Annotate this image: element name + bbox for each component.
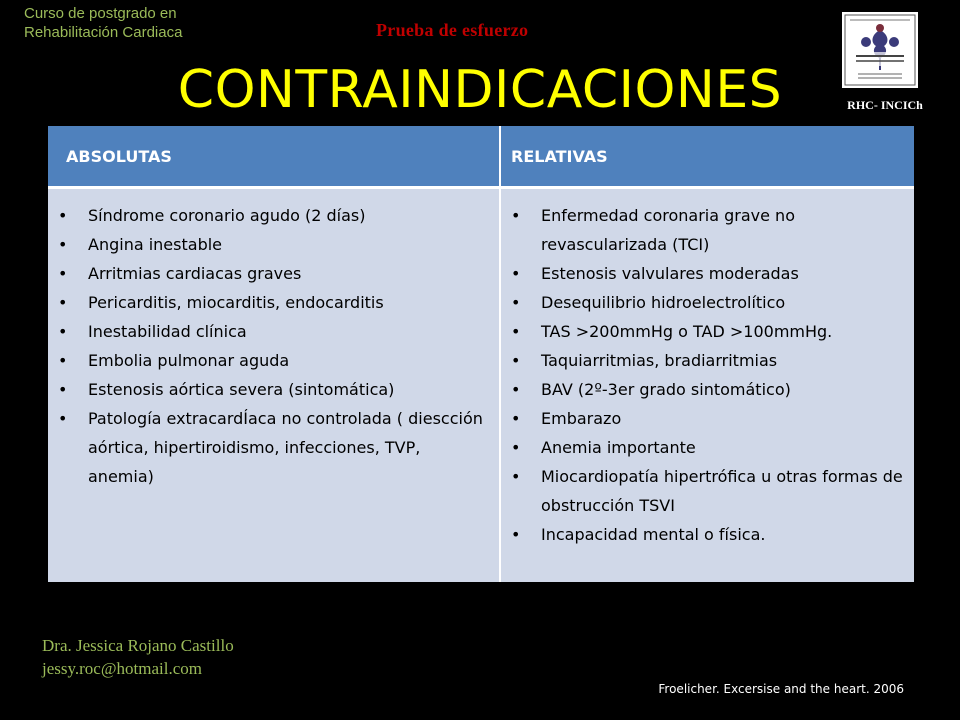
list-item: • Embarazo: [509, 404, 906, 433]
list-item: • Anemia importante: [509, 433, 906, 462]
table-header-row: [48, 126, 914, 188]
list-item: • Estenosis aórtica severa (sintomática): [56, 375, 491, 404]
list-item: • Desequilibrio hidroelectrolítico: [509, 288, 906, 317]
header-absolutas: ABSOLUTAS: [48, 126, 500, 188]
table-row: [48, 188, 914, 583]
list-item: • Incapacidad mental o física.: [509, 520, 906, 549]
header-relativas: RELATIVAS: [500, 126, 914, 188]
reference-citation: Froelicher. Excersise and the heart. 2006: [658, 682, 904, 696]
list-item: • Enfermedad coronaria grave no revascularizada (TCI): [509, 201, 906, 259]
list-item: • Síndrome coronario agudo (2 días): [56, 201, 491, 230]
list-item: • Arritmias cardiacas graves: [56, 259, 491, 288]
course-title: [24, 4, 182, 42]
list-item: • Inestabilidad clínica: [56, 317, 491, 346]
course-line-1: Curso de postgrado en: [24, 5, 177, 22]
absolutas-cell: [48, 188, 500, 583]
list-item: • Patología extracardÍaca no controlada ( diescción aórtica, hipertiroidismo, infecciones, TVP, anemia): [56, 404, 491, 491]
list-item: • Embolia pulmonar aguda: [56, 346, 491, 375]
subject-title: Prueba de esfuerzo: [376, 20, 529, 40]
list-item: • Pericarditis, miocarditis, endocarditis: [56, 288, 491, 317]
list-item: • BAV (2º-3er grado sintomático): [509, 375, 906, 404]
contraindications-table: [48, 126, 914, 582]
institute-logo-icon: [842, 12, 918, 88]
page-title: [0, 58, 960, 122]
list-item: • Miocardiopatía hipertrófica u otras formas de obstrucción TSVI: [509, 462, 906, 520]
author-email: jessy.roc@hotmail.com: [42, 659, 202, 678]
absolutas-list: [56, 201, 491, 491]
list-item: • Taquiarritmias, bradiarritmias: [509, 346, 906, 375]
author-block: [42, 634, 234, 680]
list-item: • Estenosis valvulares moderadas: [509, 259, 906, 288]
author-name: Dra. Jessica Rojano Castillo: [42, 636, 234, 655]
course-line-2: Rehabilitación Cardiaca: [24, 24, 183, 41]
list-item: • Angina inestable: [56, 230, 491, 259]
relativas-list: [509, 201, 906, 549]
relativas-cell: [500, 188, 914, 583]
logo-caption: RHC- INCICh: [847, 98, 923, 112]
list-item: • TAS >200mmHg o TAD >100mmHg.: [509, 317, 906, 346]
page-title-text: CONTRAINDICACIONES: [177, 60, 783, 120]
